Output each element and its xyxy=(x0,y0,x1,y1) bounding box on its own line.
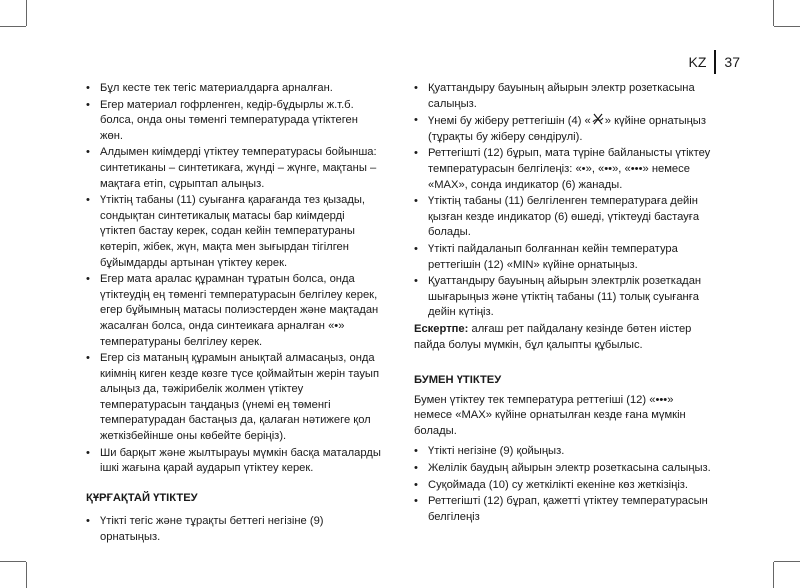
list-item: • Алдымен киімдерді үтіктеу температурасы бойынша: синтетиканы – синтетикаға, жүнді – жүнге, мақтаны – мақтаға етіп, сұрыптап алыңыз. xyxy=(86,145,382,192)
dry-ironing-list xyxy=(86,514,382,545)
dry-ironing-steps-list xyxy=(414,81,714,321)
note-text: алғаш рет пайдалану кезінде бөтен иістер пайда болуы мүмкін, бұл қалыпты құбылыс. xyxy=(414,322,692,351)
crop-mark xyxy=(0,26,26,27)
crop-mark xyxy=(26,0,27,26)
list-item: • Егер материал гофрленген, кедір-бұдырлы ж.т.б. болса, онда оны төменгі температурада үтіктеген жөн. xyxy=(86,98,382,145)
crop-mark xyxy=(26,562,27,588)
crop-mark xyxy=(773,0,774,26)
steam-ironing-list xyxy=(414,444,714,525)
page-header xyxy=(689,50,740,74)
list-item: • Қуаттандыру бауының айырын электр розеткасына салыңыз. xyxy=(414,81,714,112)
page-number: 37 xyxy=(724,54,740,70)
list-item: • Реттегішті (12) бұрып, мата түріне байланысты үтіктеу температурасын белгілеңіз: «•», «••», «•••» немесе «MAX», сонда индикатор (6) жанады. xyxy=(414,146,714,193)
crop-mark xyxy=(774,561,800,562)
crop-mark xyxy=(773,562,774,588)
note-label: Ескертпе: xyxy=(414,322,469,335)
list-item: • Бұл кесте тек тегіс материалдарға арналған. xyxy=(86,81,382,97)
list-item-text: Үнемі бу жіберу реттегішін (4) « xyxy=(428,115,591,128)
list-item: • Суқоймада (10) су жеткілікті екеніне көз жеткізіңіз. xyxy=(414,478,714,494)
list-item: • Үтіктің табаны (11) белгіленген температураға дейін қызған кезде индикатор (6) өшеді, үтіктеуді бастауға болады. xyxy=(414,194,714,241)
list-item: • Үтіктің табаны (11) суығанға қарағанда тез қызады, сондықтан синтетикалық матасы бар киімдерді үтіктеп бастау керек, содан кейін температураны көтеріп, жібек, жүн, мақта мен зығырдан тігілген бұйымдарды артынан үтіктеу керек. xyxy=(86,193,382,271)
list-item: • Үтікті тегіс және тұрақты беттегі негізіне (9) орнатыңыз. xyxy=(86,514,382,545)
list-item: • Ши барқыт және жылтырауы мүмкін басқа маталарды ішкі жағына қарай аударып үтіктеу керек. xyxy=(86,446,382,477)
crop-mark xyxy=(774,26,800,27)
list-item: • Егер сіз матаның құрамын анықтай алмасаңыз, онда киімнің киген кезде көзге түсе қоймайтын жерін тауып алыңыз да, тәжірибелік жолмен үтіктеу температурасын таңдаңыз (үнемі ең төменгі температурадан бастаңыз да, қалаған нәтижеге қол жеткізбейінше оны көбейте беріңіз). xyxy=(86,351,382,445)
right-column xyxy=(414,81,714,526)
list-item-text: » күйіне орнатыңыз (тұрақты бу жіберу сөндірулі). xyxy=(428,115,706,143)
list-item: • Реттегішті (12) бұрап, қажетті үтіктеу температурасын белгілеңіз xyxy=(414,494,714,525)
list-item: • Егер мата аралас құрамнан тұратын болса, онда үтіктеудің ең төменгі температурасын белгілеу керек, егер бұйымның матасы полиэстерден және мақтадан жасалған болса, онда синтеикаға арналған «•» температураны белгілеу керек. xyxy=(86,272,382,350)
ironing-tips-list xyxy=(86,81,382,477)
list-item: • Қуаттандыру бауының айырын электрлік розеткадан шығарыңыз және үтіктің табаны (11) толық суығанға дейін күтіңіз. xyxy=(414,274,714,321)
left-column xyxy=(86,81,382,547)
list-item: • Үтікті пайдаланып болғаннан кейін температура реттегішін (12) «MIN» күйіне орнатыңыз. xyxy=(414,242,714,273)
no-steam-icon xyxy=(591,113,605,125)
list-item: • Желілік баудың айырын электр розеткасына салыңыз. xyxy=(414,461,714,477)
section-heading-steam-ironing: БУМЕН ҮТІКТЕУ xyxy=(414,374,502,387)
crop-mark xyxy=(0,561,26,562)
language-code: KZ xyxy=(688,54,707,70)
steam-intro-paragraph: Бумен үтіктеу тек температура реттегіші (12) «•••» немесе «MAX» күйіне орнатылған кезде ғана мүмкін болады. xyxy=(414,393,686,437)
list-item: • Үтікті негізіне (9) қойыңыз. xyxy=(414,444,714,460)
section-heading-dry-ironing: ҚҰРҒАҚТАЙ ҮТІКТЕУ xyxy=(86,491,198,504)
list-item xyxy=(414,113,714,145)
note-paragraph xyxy=(414,322,714,353)
